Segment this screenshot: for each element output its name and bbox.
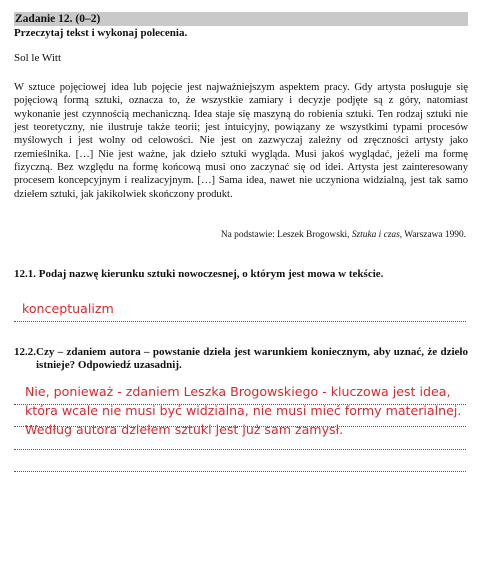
answer-line bbox=[14, 449, 466, 450]
passage-author: Sol le Witt bbox=[14, 52, 62, 64]
source-title: Sztuka i czas bbox=[351, 230, 400, 240]
question-12-2 bbox=[14, 346, 468, 372]
passage-source bbox=[221, 230, 466, 240]
answer-line bbox=[14, 471, 466, 472]
source-suffix: , Warszawa 1990. bbox=[399, 230, 466, 240]
passage-text: W sztuce pojęciowej idea lub pojęcie jest najważniejszym aspektem pracy. Gdy artysta posługuje się pojęciową formą sztuki, oznacza to, że wszystkie zamiary i decyzje podjęte są z góry, natomiast wykonanie jest czynnością mechaniczną. Idea staje się maszyną do robienia sztuki. Ten rodzaj sztuki nie jest teoretyczny, nie ilustruje także teorii; jest intuicyjny, powiązany ze wszystkimi typami procesów myślowych i jest wolny od celowości. Nie jest on zazwyczaj zależny od zręczności artysty jako rzemieślnika. […] Nie jest ważne, jak dzieło sztuki wygląda. Musi jakoś wyglądać, jeżeli ma formę fizyczną. Bez względu na formę końcową musi ono zaczynać się od idei. Artysta jest zainteresowany procesem koncepcyjnym i realizacyjnym. […] Sama idea, nawet nie uczyniona widzialną, jest tak samo dziełem sztuki, jak jakikolwiek skończony produkt. bbox=[14, 82, 468, 200]
answer-12-1-line-1: konceptualizm bbox=[22, 301, 114, 316]
source-prefix: Na podstawie: Leszek Brogowski, bbox=[220, 230, 352, 240]
answer-12-2-line-1: Nie, ponieważ - zdaniem Leszka Brogowskiego - kluczowa jest idea, bbox=[25, 384, 451, 399]
task-header: Zadanie 12. (0–2) bbox=[14, 12, 468, 26]
answer-12-2-line-3: Według autora dziełem sztuki jest już sam zamysł. bbox=[25, 422, 344, 437]
answer-line bbox=[14, 321, 466, 322]
question-text: Czy – zdaniem autora – powstanie dzieła jest warunkiem koniecznym, aby uznać, że dzieło istnieje? Odpowiedź uzasadnij. bbox=[36, 346, 468, 371]
question-text: Podaj nazwę kierunku sztuki nowoczesnej, o którym jest mowa w tekście. bbox=[38, 268, 384, 280]
question-number: 12.1. bbox=[14, 268, 36, 280]
question-12-1 bbox=[14, 268, 383, 280]
answer-12-2-line-2: która wcale nie musi być widzialna, nie musi mieć formy materialnej. bbox=[25, 403, 462, 418]
question-number: 12.2. bbox=[14, 346, 36, 358]
task-instruction: Przeczytaj tekst i wykonaj polecenia. bbox=[14, 27, 188, 39]
